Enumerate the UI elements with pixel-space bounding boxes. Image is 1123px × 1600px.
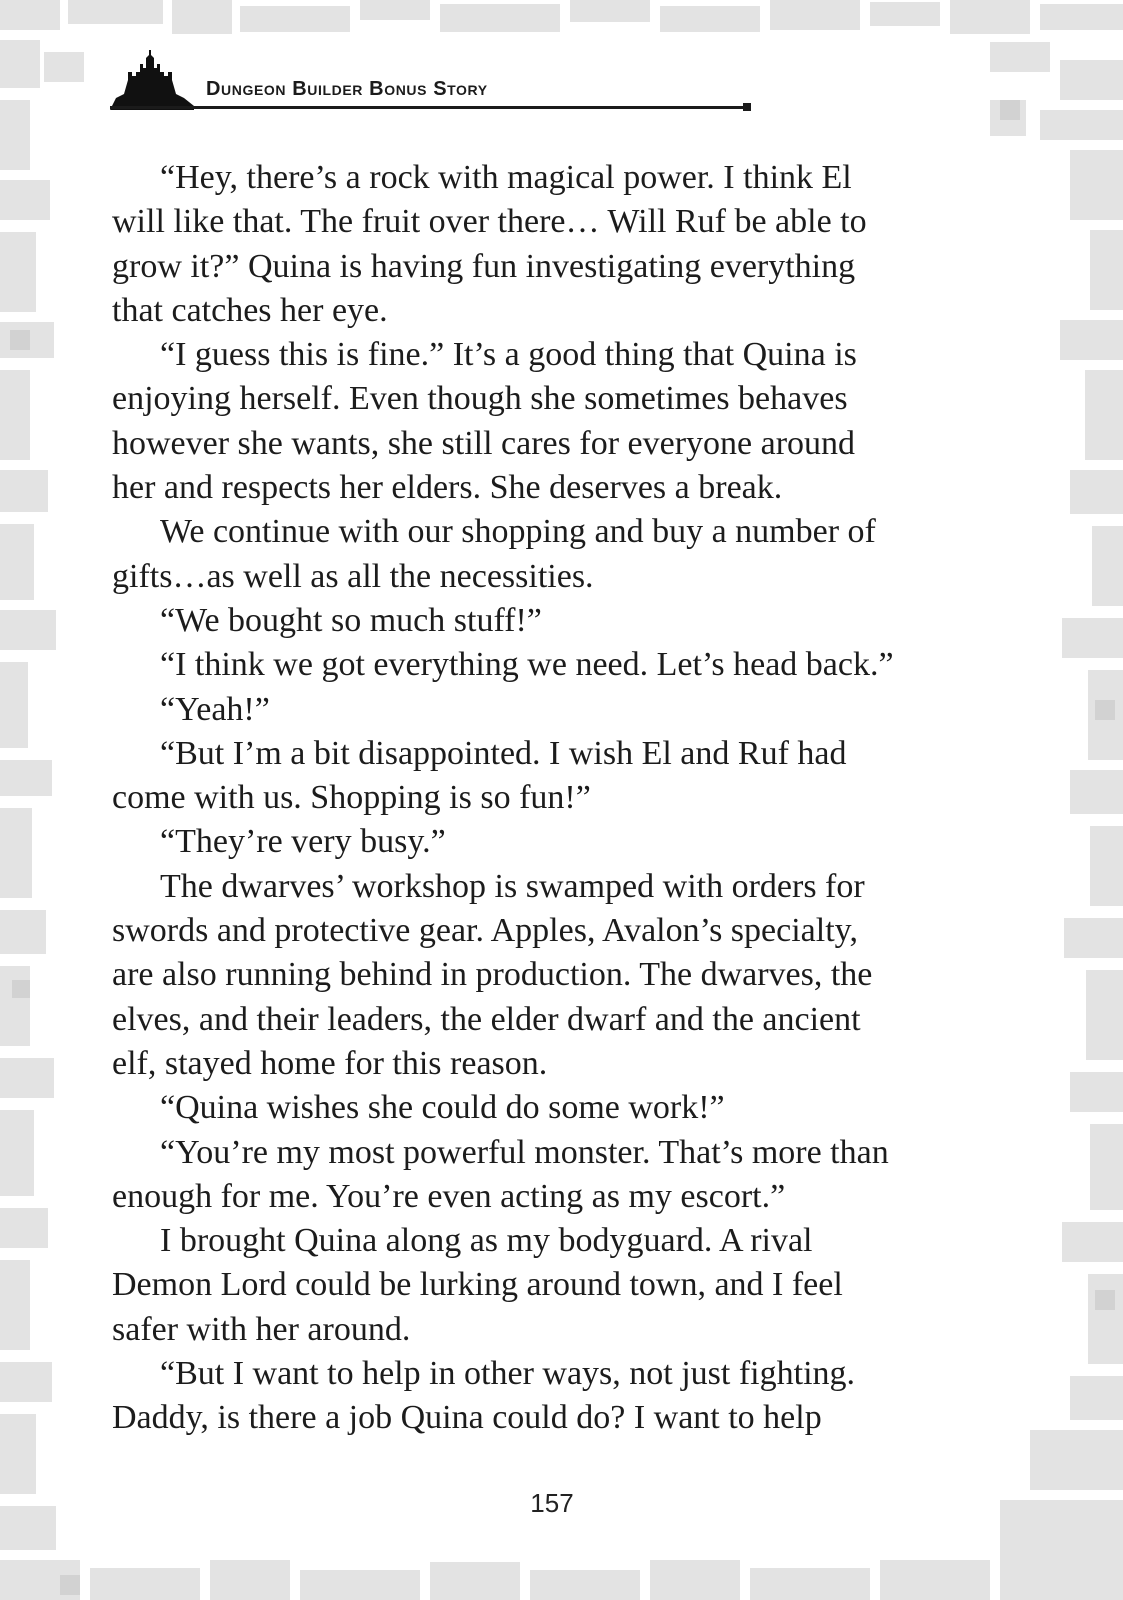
paragraph: “I think we got everything we need. Let’s head back.” (160, 646, 894, 684)
series-title: Dungeon Builder Bonus Story (206, 78, 488, 100)
paragraph: “We bought so much stuff!” (160, 601, 542, 639)
paragraph: The dwarves’ workshop is swamped with orders for swords and protective gear. Apples, Avalon’s specialty, are also running behind in production. The dwarves, the elves, and their leaders, the elder dwarf and the ancient elf, stayed home for this reason. (112, 867, 873, 1082)
paragraph: “Yeah!” (160, 690, 270, 728)
paragraph: “But I want to help in other ways, not just fighting. Daddy, is there a job Quina could do? I want to help (112, 1355, 856, 1437)
page-number: 157 (530, 1488, 574, 1518)
paragraph: I brought Quina along as my bodyguard. A rival Demon Lord could be lurking around town, and I feel safer with her around. (112, 1222, 843, 1348)
paragraph: We continue with our shopping and buy a number of gifts…as well as all the necessities. (112, 513, 876, 595)
running-header (110, 50, 750, 114)
header-rule (110, 106, 748, 109)
castle-icon (110, 50, 194, 110)
body-text (112, 156, 962, 1441)
paragraph: “You’re my most powerful monster. That’s more than enough for me. You’re even acting as my escort.” (112, 1133, 889, 1215)
paragraph: “They’re very busy.” (160, 823, 446, 861)
paragraph: “Quina wishes she could do some work!” (160, 1089, 725, 1127)
paragraph: “I guess this is fine.” It’s a good thing that Quina is enjoying herself. Even though she sometimes behaves however she wants, she still cares for everyone around her and respects her elders. She deserves a break. (112, 336, 857, 507)
paragraph: “Hey, there’s a rock with magical power. I think El will like that. The fruit over there… Will Ruf be able to grow it?” Quina is having fun investigating everything that catches her eye. (112, 159, 867, 329)
header-rule-end (743, 103, 751, 111)
paragraph: “But I’m a bit disappointed. I wish El and Ruf had come with us. Shopping is so fun!” (112, 734, 847, 817)
